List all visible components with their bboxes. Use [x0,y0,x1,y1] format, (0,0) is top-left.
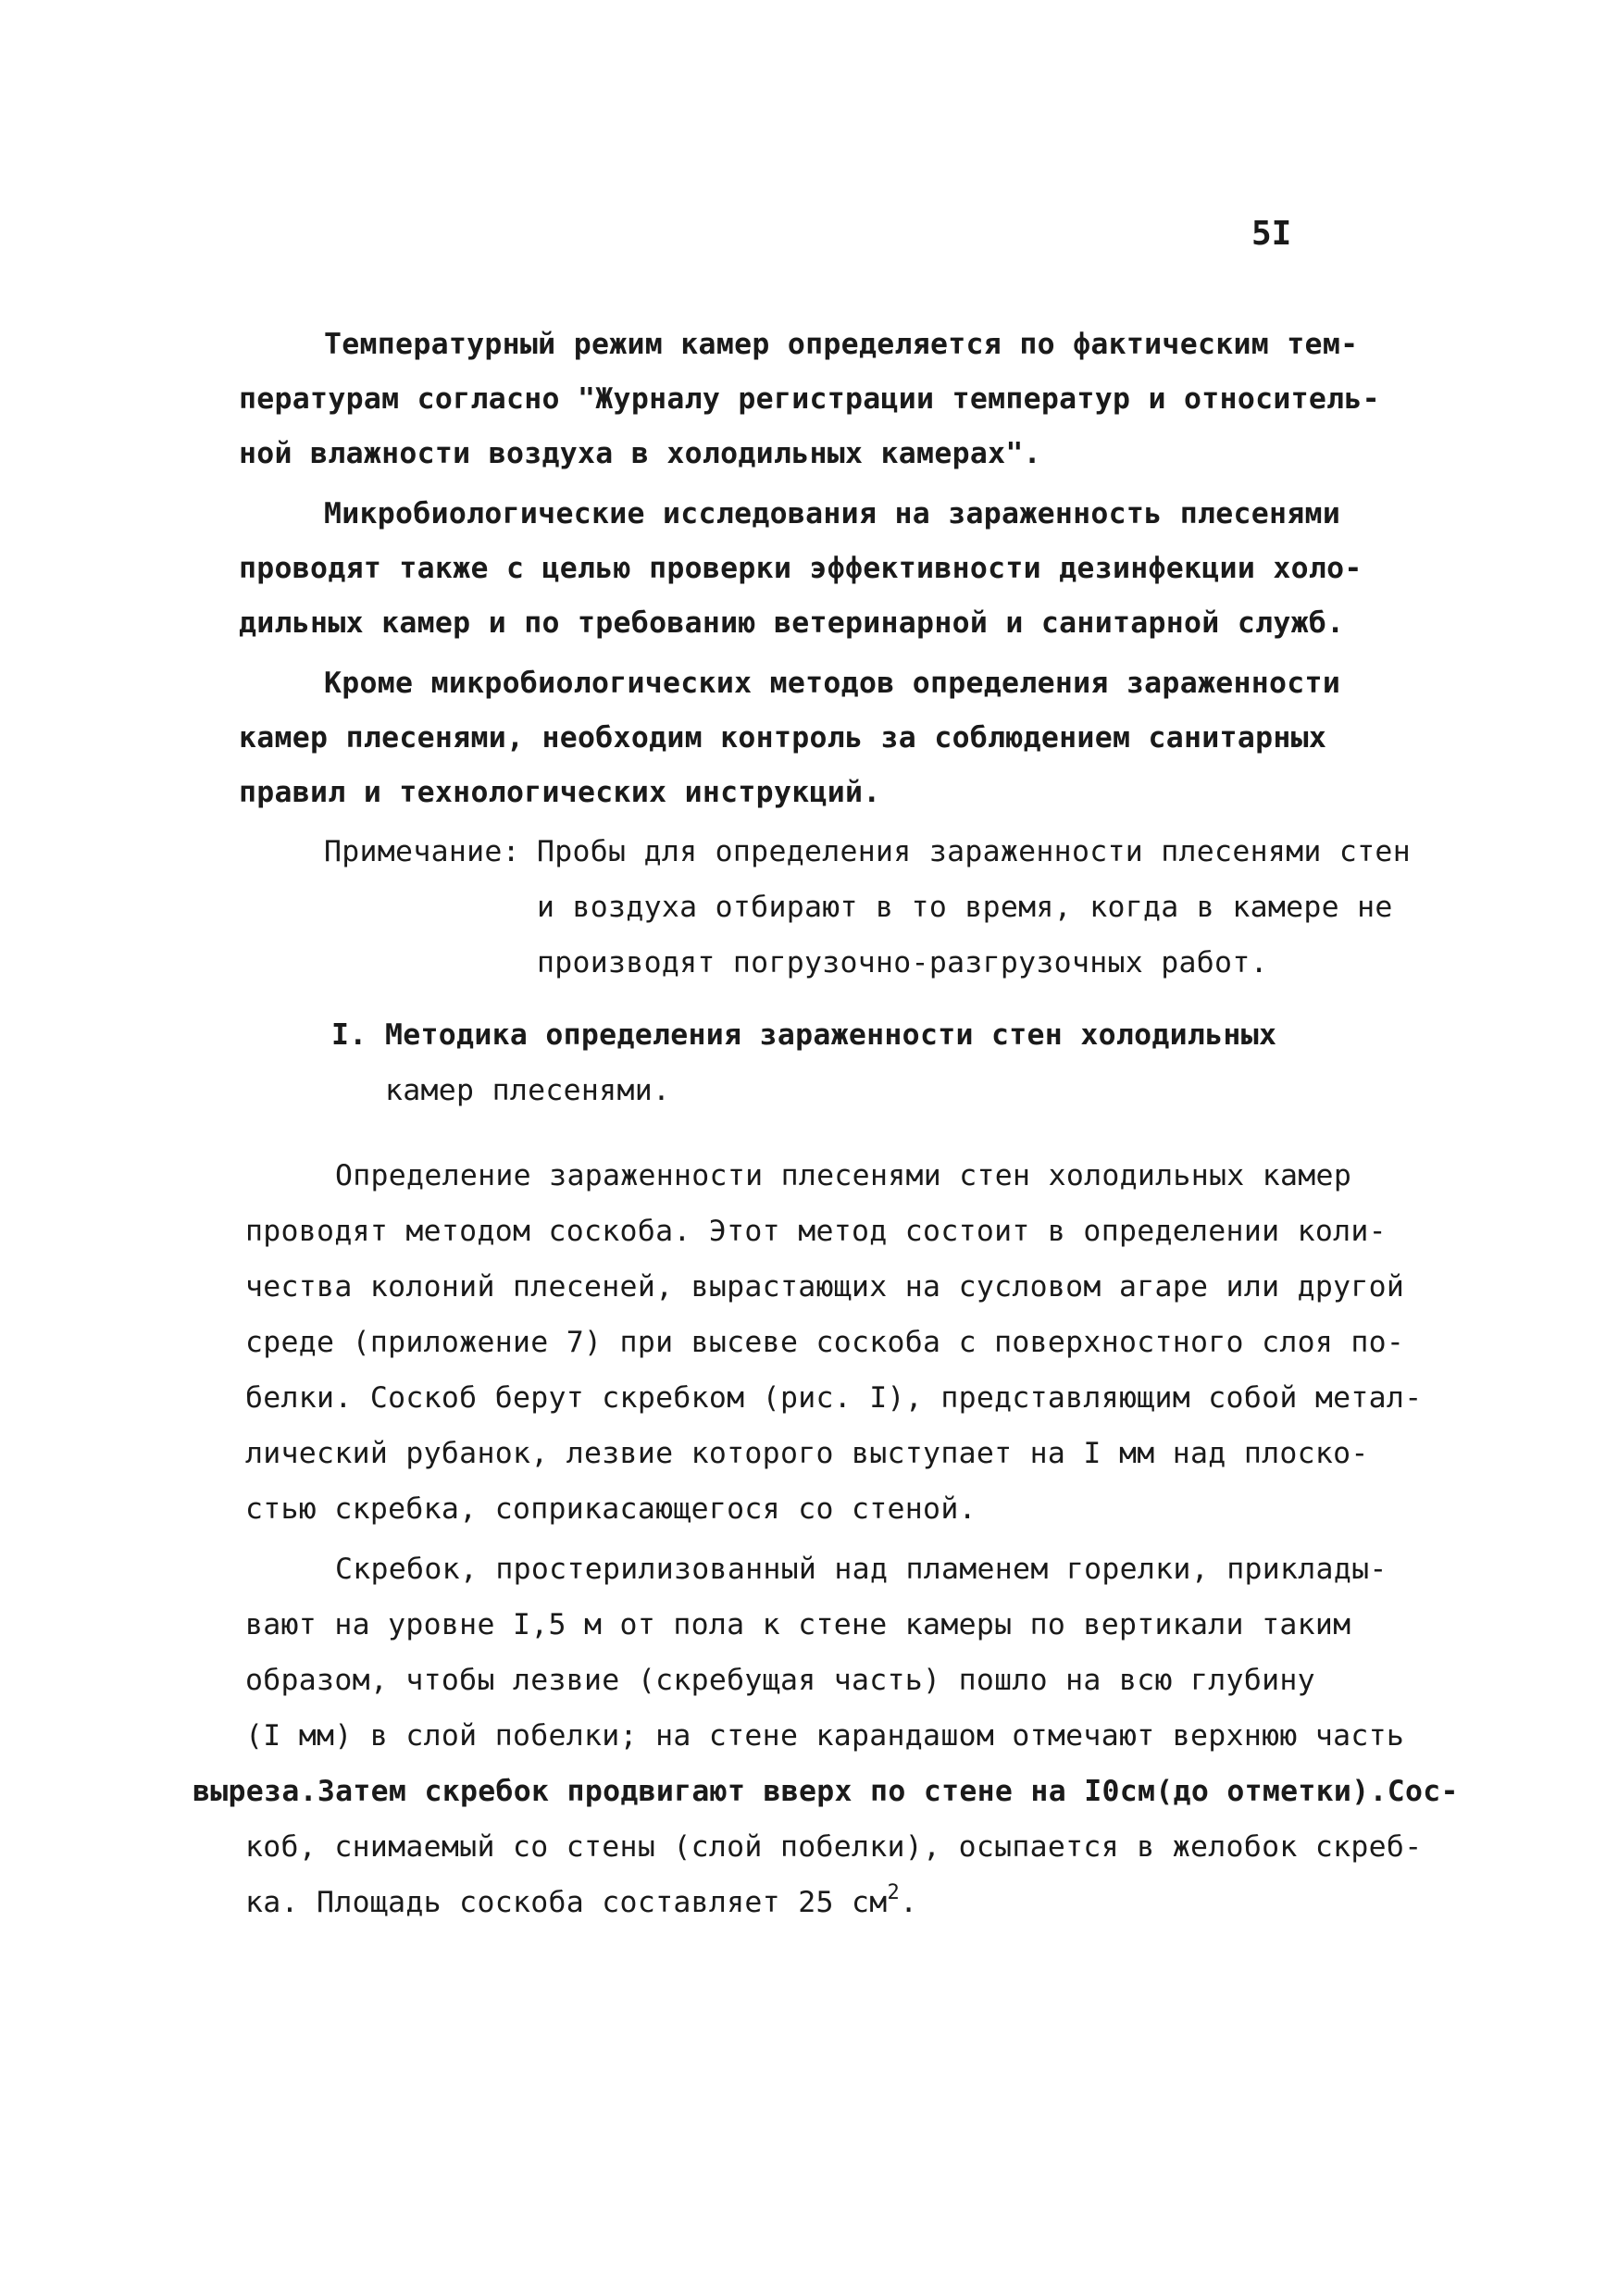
paragraph-1-line-1: Температурный режим камер определяется по фактическим тем- [324,328,1359,361]
paragraph-1-line-2: пературам согласно "Журналу регистрации температур и относитель- [239,382,1380,416]
body-2-line-5: выреза.Затем скребок продвигают вверх по стене на I0см(до отметки).Сос- [193,1775,1459,1808]
body-1-line-2: проводят методом соскоба. Этот метод состоит в определении коли- [245,1215,1387,1248]
body-1-line-5: белки. Соскоб берут скребком (рис. I), представляющим собой метал- [245,1381,1423,1415]
paragraph-3-line-2: камер плесенями, необходим контроль за соблюдением санитарных [239,721,1327,755]
body-1-line-3: чества колоний плесеней, вырастающих на сусловом агаре или другой [245,1270,1405,1304]
body-1-line-4: среде (приложение 7) при высеве соскоба с поверхностного слоя по- [245,1326,1405,1359]
section-title-line-1: Методика определения зараженности стен холодильных [385,1018,1277,1052]
paragraph-2-line-1: Микробиологические исследования на зараженность плесенями [324,497,1341,530]
body-2-line-4: (I мм) в слой побелки; на стене карандашом отмечают верхнюю часть [245,1719,1405,1753]
body-2-line-7 [245,1881,918,1925]
body-2-line-6: коб, снимаемый со стены (слой побелки), осыпается в желобок скреб- [245,1830,1423,1864]
paragraph-2-line-3: дильных камер и по требованию ветеринарной и санитарной служб. [239,606,1345,640]
body-1-line-7: стью скребка, соприкасающегося со стеной. [245,1492,977,1526]
note-line-2: и воздуха отбирают в то время, когда в камере не [537,891,1393,924]
body-1-line-6: лический рубанок, лезвие которого выступает на I мм над плоско- [245,1437,1369,1470]
paragraph-1-line-3: ной влажности воздуха в холодильных камерах". [239,437,1041,470]
body-2-line-7-end: . [900,1886,918,1919]
note-line-1: Пробы для определения зараженности плесенями стен [537,835,1411,868]
note-label: Примечание: [324,835,520,868]
note-line-3: производят погрузочно-разгрузочных работ. [537,946,1268,980]
paragraph-3-line-1: Кроме микробиологических методов определения зараженности [324,667,1341,700]
section-number: I. [331,1018,367,1052]
body-1-line-1: Определение зараженности плесенями стен холодильных камер [335,1159,1352,1192]
paragraph-2-line-2: проводят также с целью проверки эффективности дезинфекции холо- [239,552,1363,585]
body-2-line-3: образом, чтобы лезвие (скребущая часть) пошло на всю глубину [245,1664,1315,1697]
page-number: 5I [1251,215,1292,253]
superscript-2: 2 [887,1881,901,1904]
body-2-line-1: Скребок, простерилизованный над пламенем горелки, приклады- [335,1553,1388,1586]
section-title-line-2: камер плесенями. [385,1074,671,1107]
paragraph-3-line-3: правил и технологических инструкций. [239,776,881,809]
body-2-line-2: вают на уровне I,5 м от пола к стене камеры по вертикали таким [245,1608,1351,1641]
body-2-line-7-text: ка. Площадь соскоба составляет 25 см [245,1886,888,1919]
